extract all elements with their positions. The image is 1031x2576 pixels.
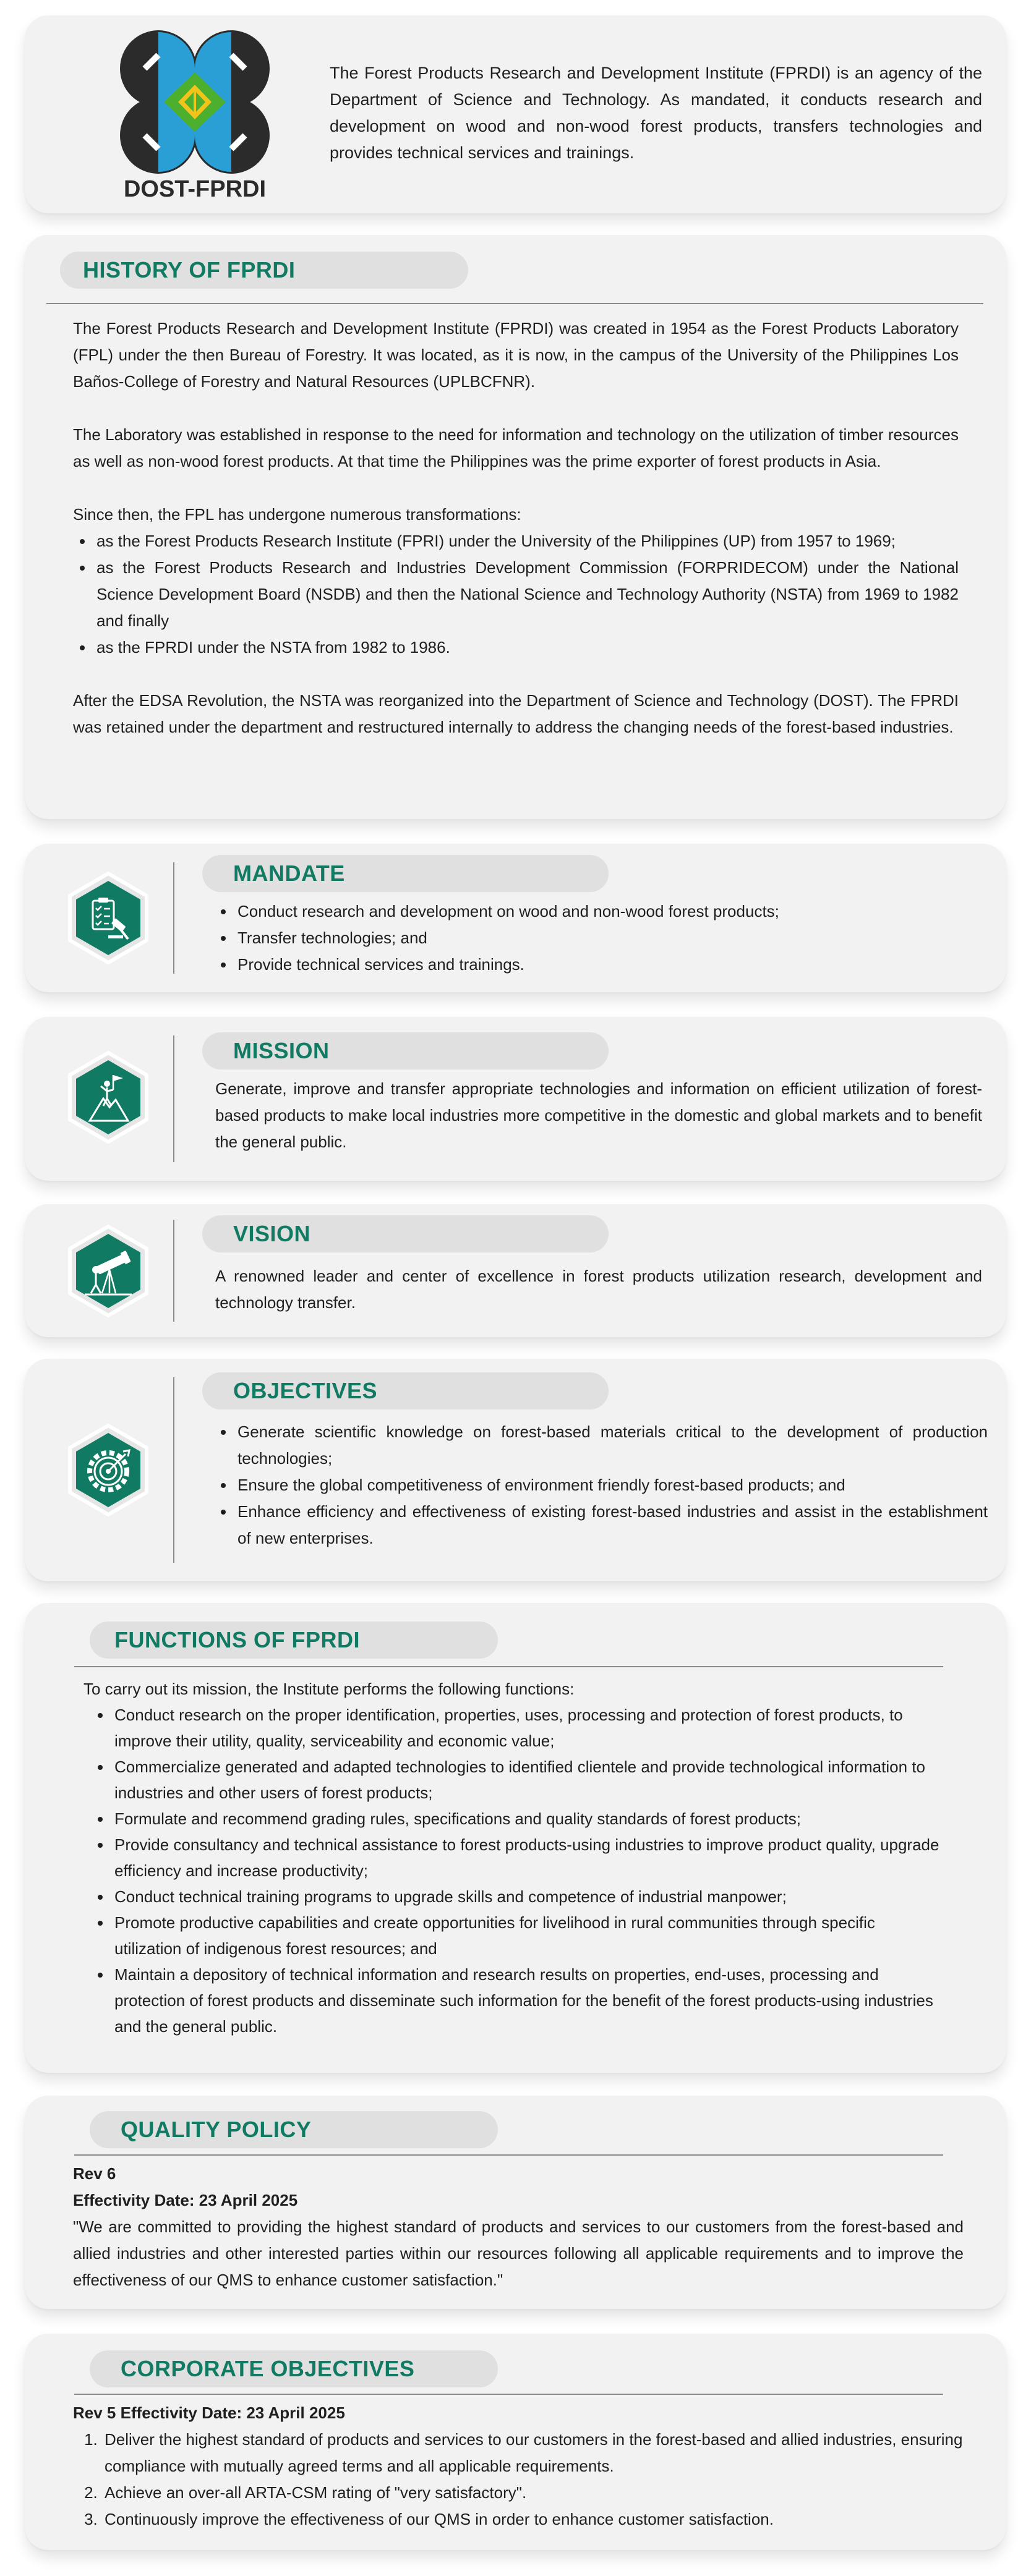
divider <box>173 1035 174 1162</box>
quality-policy-body <box>73 2161 964 2293</box>
functions-body <box>83 1676 943 2039</box>
objectives-list <box>205 1419 988 1552</box>
divider <box>173 1377 174 1563</box>
divider <box>74 2154 943 2156</box>
history-paragraph-1: The Forest Products Research and Development Institute (FPRDI) was created in 1954 as the Forest Products Laboratory (FPL) under the then Bureau of Forestry. It was located, as it is now, in the campus of the University of the Philippines Los Baños-College of Forestry and Natural Resources (UPLBCFNR). <box>73 319 959 391</box>
list-item: • Provide technical services and trainings. <box>235 951 985 978</box>
quality-policy-card <box>25 2096 1006 2309</box>
divider <box>173 862 174 974</box>
vision-title: VISION <box>202 1215 609 1252</box>
history-card <box>25 235 1006 819</box>
history-paragraph-3: Since then, the FPL has undergone numerous transformations: <box>73 505 521 524</box>
history-paragraph-4: After the EDSA Revolution, the NSTA was reorganized into the Department of Science and Technology (DOST). The FPRDI was retained under the department and restructured internally to address the changing needs of the forest-based industries. <box>73 691 959 736</box>
functions-intro: To carry out its mission, the Institute performs the following functions: <box>83 1680 575 1698</box>
functions-list <box>83 1702 943 2039</box>
corporate-objectives-rev: Rev 5 Effectivity Date: 23 April 2025 <box>73 2404 345 2422</box>
list-item: • Generate scientific knowledge on forest-based materials critical to the development of production technologies; <box>235 1419 988 1472</box>
list-item: 2. Achieve an over-all ARTA-CSM rating of "very satisfactory". <box>102 2480 964 2506</box>
divider <box>74 2394 943 2395</box>
list-item: 3. Continuously improve the effectiveness of our QMS in order to enhance customer satisfaction. <box>102 2506 964 2533</box>
vision-icon <box>59 1222 158 1324</box>
mission-icon <box>59 1048 158 1150</box>
quality-policy-date: Effectivity Date: 23 April 2025 <box>73 2191 298 2209</box>
corporate-objectives-card <box>25 2334 1006 2550</box>
list-item: • Conduct research and development on wood and non-wood forest products; <box>235 898 985 925</box>
history-title: HISTORY OF FPRDI <box>60 252 468 289</box>
divider <box>173 1220 174 1322</box>
vision-card <box>25 1204 1006 1337</box>
vision-text: A renowned leader and center of excellence in forest products utilization research, development and technology transfer. <box>215 1267 982 1312</box>
mission-card <box>25 1017 1006 1181</box>
divider <box>46 303 983 304</box>
list-item: • Promote productive capabilities and create opportunities for livelihood in rural communities through specific utilization of indigenous forest resources; and <box>112 1910 943 1962</box>
dost-fprdi-logo <box>118 28 272 207</box>
history-list <box>73 528 959 661</box>
list-item: • Maintain a depository of technical information and research results on properties, end-uses, processing and protection of forest products and disseminate such information for the benefit of the forest products-using industries and the general public. <box>112 1962 943 2039</box>
intro-card <box>25 15 1006 213</box>
list-item: • as the FPRDI under the NSTA from 1982 to 1986. <box>94 634 959 661</box>
mandate-body <box>205 898 985 978</box>
history-body <box>73 315 959 741</box>
quality-policy-title: QUALITY POLICY <box>90 2111 498 2148</box>
mission-title: MISSION <box>202 1032 609 1069</box>
list-item: • Ensure the global competitiveness of environment friendly forest-based products; and <box>235 1472 988 1498</box>
list-item: • Provide consultancy and technical assistance to forest products-using industries to improve product quality, upgrade efficiency and increase productivity; <box>112 1832 943 1884</box>
objectives-title: OBJECTIVES <box>202 1372 609 1409</box>
quality-policy-text: "We are committed to providing the highest standard of products and services to our customers from the forest-based and allied industries and other interested parties within our resources following all applicable requirements and to improve the effectiveness of our QMS to enhance customer satisfaction." <box>73 2217 964 2289</box>
functions-card <box>25 1603 1006 2073</box>
functions-title: FUNCTIONS OF FPRDI <box>90 1622 498 1659</box>
divider <box>74 1666 943 1667</box>
list-item: • Commercialize generated and adapted technologies to identified clientele and provide technological information to industries and other users of forest products; <box>112 1754 943 1806</box>
list-item: • Conduct technical training programs to upgrade skills and competence of industrial manpower; <box>112 1884 943 1910</box>
mandate-icon <box>59 869 158 971</box>
quality-policy-rev: Rev 6 <box>73 2164 116 2183</box>
corporate-objectives-body <box>73 2400 964 2533</box>
list-item: • as the Forest Products Research Institute (FPRI) under the University of the Philippines (UP) from 1957 to 1969; <box>94 528 959 555</box>
objectives-icon <box>59 1421 158 1523</box>
objectives-body <box>205 1419 988 1552</box>
list-item: • as the Forest Products Research and Industries Development Commission (FORPRIDECOM) under the National Science Development Board (NSDB) and then the National Science and Technology Authority (NSTA) from 1969 to 1982 and finally <box>94 555 959 634</box>
intro-text: The Forest Products Research and Development Institute (FPRDI) is an agency of the Department of Science and Technology. As mandated, it conducts research and development on wood and non-wood forest products, transfers technologies and provides technical services and trainings. <box>330 64 982 162</box>
objectives-card <box>25 1359 1006 1581</box>
logo-emblem-icon <box>118 28 272 176</box>
history-paragraph-2: The Laboratory was established in response to the need for information and technology on the utilization of timber resources as well as non-wood forest products. At that time the Philippines was the prime exporter of forest products in Asia. <box>73 425 959 470</box>
corporate-objectives-title: CORPORATE OBJECTIVES <box>90 2350 498 2387</box>
logo-label: DOST-FPRDI <box>123 176 267 202</box>
mandate-list <box>205 898 985 978</box>
list-item: • Transfer technologies; and <box>235 925 985 951</box>
mandate-card <box>25 844 1006 992</box>
corporate-objectives-list <box>73 2426 964 2533</box>
list-item: • Formulate and recommend grading rules, specifications and quality standards of forest products; <box>112 1806 943 1832</box>
mission-text: Generate, improve and transfer appropriate technologies and information on efficient utilization of forest-based products to make local industries more competitive in the domestic and global markets and to benefit the general public. <box>215 1079 982 1151</box>
list-item: • Conduct research on the proper identification, properties, uses, processing and protection of forest products, to improve their utility, quality, serviceability and economic value; <box>112 1702 943 1754</box>
list-item: 1. Deliver the highest standard of products and services to our customers in the forest-based and allied industries, ensuring compliance with mutually agreed terms and all applicable requirements. <box>102 2426 964 2480</box>
mandate-title: MANDATE <box>202 855 609 892</box>
list-item: • Enhance efficiency and effectiveness of existing forest-based industries and assist in the establishment of new enterprises. <box>235 1498 988 1552</box>
